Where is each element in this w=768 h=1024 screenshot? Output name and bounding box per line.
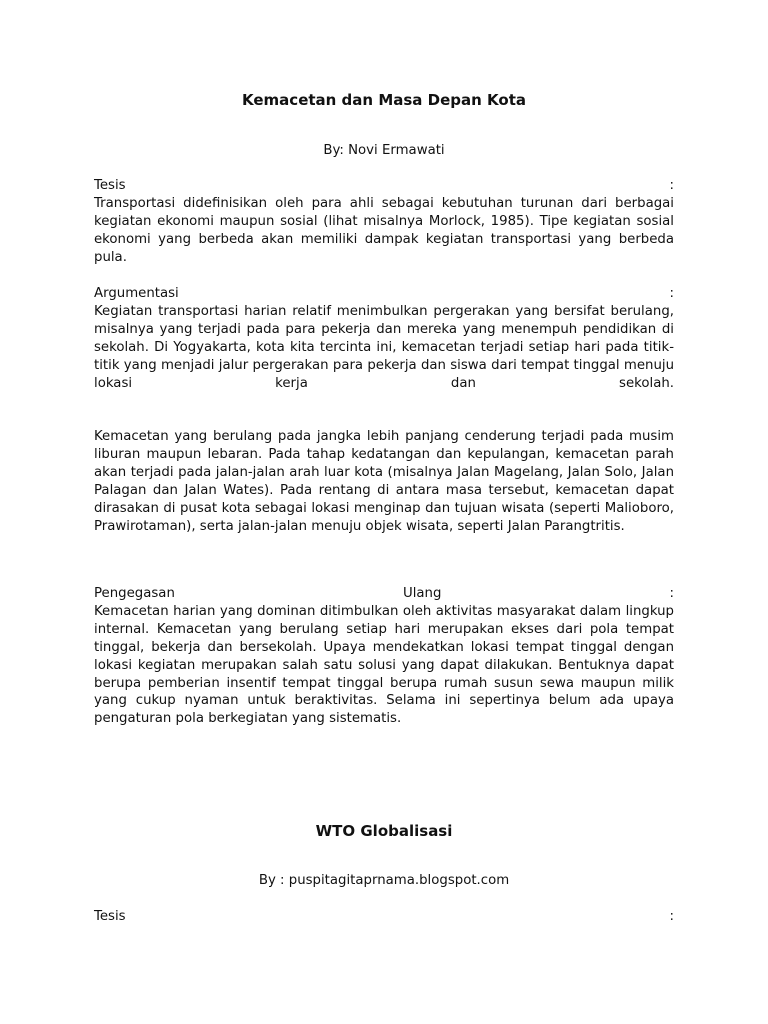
section-heading	[94, 908, 674, 926]
section-pengegasan	[94, 585, 674, 728]
section-argumentasi	[94, 285, 674, 392]
section-heading	[94, 285, 674, 303]
pengegasan-paragraph: Kemacetan harian yang dominan ditimbulkan oleh aktivitas masyarakat dalam lingkup internal. Kemacetan yang berulang setiap hari merupakan ekses dari pola tempat tinggal, bekerja dan bersekolah. Upaya mendekatkan lokasi tempat tinggal dengan lokasi kegiatan merupakan salah satu solusi yang dapat dilakukan. Bentuknya dapat berupa pemberian insentif tempat tinggal berupa rumah susun sewa maupun milik yang cukup nyaman untuk beraktivitas. Selama ini sepertinya belum ada upaya pengaturan pola berkegiatan yang sistematis.	[94, 603, 674, 727]
second-section-tesis	[94, 908, 674, 926]
section-argumentasi-continued	[94, 428, 674, 535]
section-tesis	[94, 177, 674, 267]
heading-colon: :	[669, 178, 674, 193]
section-heading	[94, 177, 674, 195]
heading-colon: :	[669, 286, 674, 301]
second-byline: By : puspitagitaprnama.blogspot.com	[258, 873, 510, 888]
tesis-paragraph: Transportasi didefinisikan oleh para ahli sebagai kebutuhan turunan dari berbagai kegiatan ekonomi maupun sosial (lihat misalnya Morlock, 1985). Tipe kegiatan sosial ekonomi yang berbeda akan memiliki dampak kegiatan transportasi yang berbeda pula.	[94, 195, 674, 265]
heading-label: Tesis	[94, 909, 126, 924]
heading-label: Argumentasi	[94, 286, 179, 301]
argumentasi-paragraph: Kegiatan transportasi harian relatif menimbulkan pergerakan yang bersifat berulang, misalnya yang terjadi pada para pekerja dan mereka yang menempuh pendidikan di sekolah. Di Yogyakarta, kota kita tercinta ini, kemacetan terjadi setiap hari pada titik-titik yang menjadi jalur pergerakan para pekerja dan siswa dari tempat tinggal menuju lokasi kerja dan sekolah.	[94, 303, 674, 391]
second-title: WTO Globalisasi	[315, 822, 453, 840]
section-heading	[94, 585, 674, 603]
heading-label: Pengegasan	[94, 586, 175, 601]
byline: By: Novi Ermawati	[323, 143, 445, 158]
page-title: Kemacetan dan Masa Depan Kota	[242, 91, 526, 109]
argumentasi-paragraph-2: Kemacetan yang berulang pada jangka lebih panjang cenderung terjadi pada musim liburan maupun lebaran. Pada tahap kedatangan dan kepulangan, kemacetan parah akan terjadi pada jalan-jalan arah luar kota (misalnya Jalan Magelang, Jalan Solo, Jalan Palagan dan Jalan Wates). Pada rentang di antara masa tersebut, kemacetan dapat dirasakan di pusat kota sebagai lokasi menginap dan tujuan wisata (seperti Malioboro, Prawirotaman), serta jalan-jalan menuju objek wisata, seperti Jalan Parangtritis.	[94, 429, 674, 534]
heading-colon: :	[669, 586, 674, 601]
heading-colon: :	[669, 909, 674, 924]
heading-mid: Ulang	[402, 586, 442, 601]
heading-label: Tesis	[94, 178, 126, 193]
